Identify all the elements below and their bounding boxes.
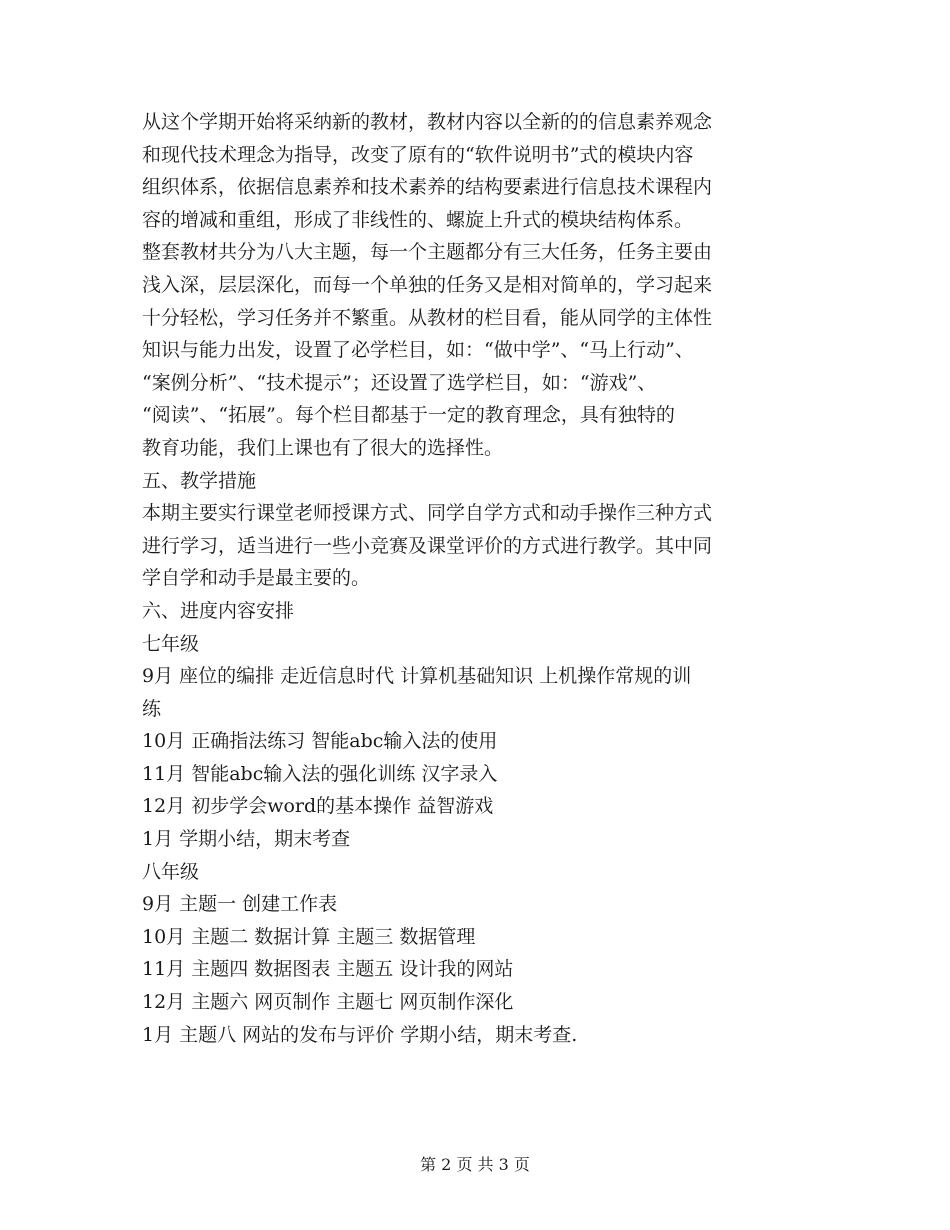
schedule-line: 11月 主题四 数据图表 主题五 设计我的网站 bbox=[142, 958, 514, 981]
grade-heading: 七年级 bbox=[142, 632, 200, 655]
schedule-line: 10月 主题二 数据计算 主题三 数据管理 bbox=[142, 925, 476, 948]
schedule-line: 12月 主题六 网页制作 主题七 网页制作深化 bbox=[142, 991, 514, 1014]
page-number-footer: 第 2 页 共 3 页 bbox=[420, 1155, 530, 1174]
schedule-line: 9月 座位的编排 走近信息时代 计算机基础知识 上机操作常规的训 bbox=[142, 665, 692, 688]
body-line: 和现代技术理念为指导，改变了原有的“软件说明书”式的模块内容 bbox=[142, 143, 694, 166]
schedule-line: 10月 正确指法练习 智能abc输入法的使用 bbox=[142, 730, 498, 753]
body-line: 从这个学期开始将采纳新的教材，教材内容以全新的的信息素养观念 bbox=[142, 111, 713, 133]
section-heading: 五、教学措施 bbox=[142, 469, 257, 492]
document-body bbox=[142, 106, 812, 1051]
body-line: 容的增减和重组，形成了非线性的、螺旋上升式的模块结构体系。 bbox=[142, 208, 694, 231]
schedule-line: 1月 主题八 网站的发布与评价 学期小结，期末考查. bbox=[142, 1023, 578, 1046]
section-heading: 六、进度内容安排 bbox=[142, 599, 295, 622]
schedule-line: 练 bbox=[142, 697, 162, 720]
body-line: 进行学习，适当进行一些小竞赛及课堂评价的方式进行教学。其中同 bbox=[142, 534, 713, 557]
schedule-line: 11月 智能abc输入法的强化训练 汉字录入 bbox=[142, 762, 498, 785]
schedule-line: 12月 初步学会word的基本操作 益智游戏 bbox=[142, 795, 494, 818]
body-line: “阅读”、“拓展”。每个栏目都基于一定的教育理念，具有独特的 bbox=[142, 404, 675, 427]
schedule-line: 9月 主题一 创建工作表 bbox=[142, 893, 338, 916]
body-line: 本期主要实行课堂老师授课方式、同学自学方式和动手操作三种方式 bbox=[142, 502, 713, 525]
body-line: “案例分析”、“技术提示”；还设置了选学栏目，如：“游戏”、 bbox=[142, 371, 657, 394]
body-line: 教育功能，我们上课也有了很大的选择性。 bbox=[142, 436, 504, 459]
schedule-line: 1月 学期小结，期末考查 bbox=[142, 828, 351, 851]
body-line: 学自学和动手是最主要的。 bbox=[142, 567, 371, 590]
body-line: 知识与能力出发，设置了必学栏目，如：“做中学”、“马上行动”、 bbox=[142, 339, 694, 362]
body-line: 组织体系，依据信息素养和技术素养的结构要素进行信息技术课程内 bbox=[142, 176, 713, 199]
body-line: 整套教材共分为八大主题，每一个主题都分有三大任务，任务主要由 bbox=[142, 241, 713, 264]
body-line: 十分轻松，学习任务并不繁重。从教材的栏目看，能从同学的主体性 bbox=[142, 306, 713, 329]
body-line: 浅入深，层层深化，而每一个单独的任务又是相对简单的，学习起来 bbox=[142, 273, 713, 296]
grade-heading: 八年级 bbox=[142, 860, 200, 883]
